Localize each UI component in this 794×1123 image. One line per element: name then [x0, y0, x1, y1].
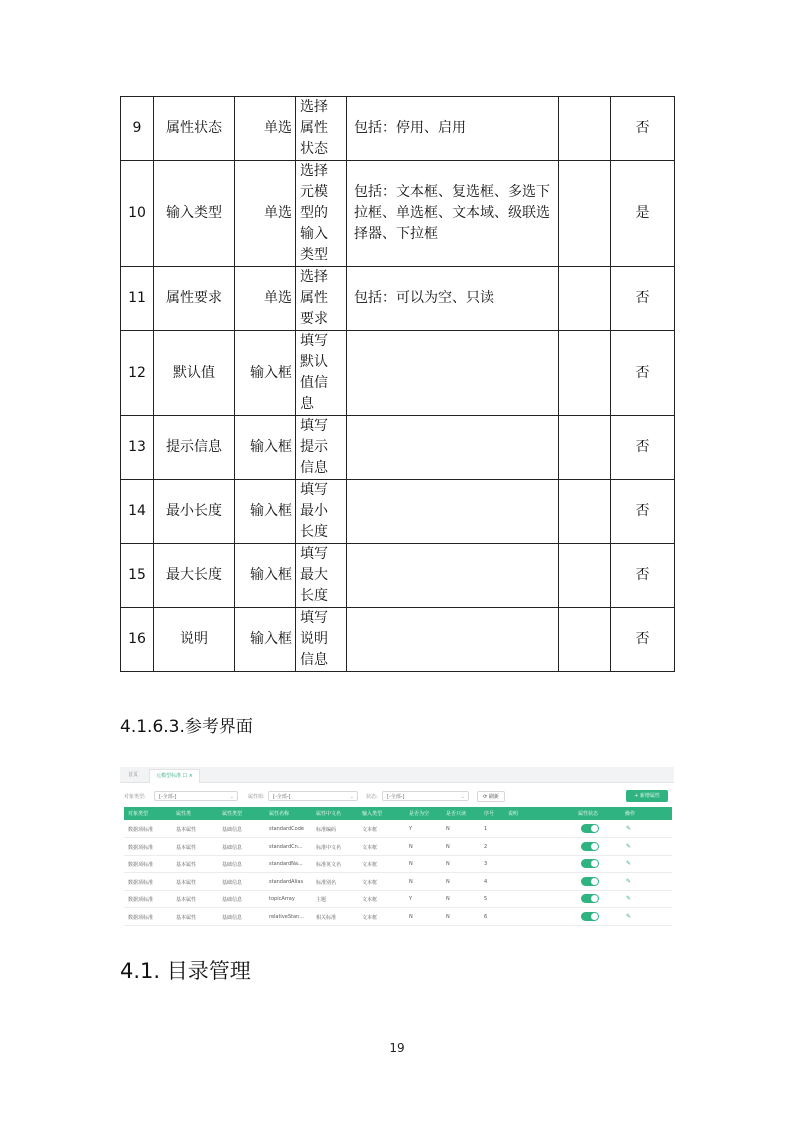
row-number: 11	[121, 267, 154, 331]
grid-cell: 基本属性	[176, 844, 197, 851]
attribute-name: 最小长度	[154, 480, 235, 544]
description-line: 长度	[300, 588, 328, 604]
chevron-down-icon: ⌄	[229, 794, 234, 800]
description-line: 填写	[300, 418, 328, 434]
required-flag: 是	[611, 161, 675, 267]
options-note	[347, 331, 559, 416]
control-type: 输入框	[235, 608, 296, 672]
edit-icon[interactable]: ✎	[626, 825, 632, 832]
grid-cell: N	[446, 896, 450, 902]
grid-cell: 相关标准	[316, 914, 337, 921]
add-attribute-button[interactable]: + 新增属性	[626, 790, 668, 802]
grid-cell: 标准英文名	[316, 862, 342, 868]
description-line: 息	[300, 396, 314, 412]
options-note: 包括：可以为空、只读	[347, 267, 559, 331]
description-line: 提示	[300, 439, 328, 455]
description-line: 属性	[300, 120, 328, 136]
control-type: 输入框	[235, 331, 296, 416]
grid-cell: 基本属性	[176, 862, 197, 868]
attr-group-label: 属性组:	[248, 794, 265, 800]
grid-cell: 3	[484, 861, 488, 867]
grid-cell: 标准别名	[316, 879, 337, 886]
description-line: 要求	[300, 311, 328, 327]
grid-cell: 1	[484, 826, 488, 832]
extra-cell	[559, 97, 611, 161]
grid-cell: standardNa...	[269, 861, 303, 867]
status-toggle[interactable]	[581, 824, 599, 833]
edit-icon[interactable]: ✎	[626, 895, 632, 902]
grid-cell: 基础信息	[222, 897, 243, 903]
grid-cell: 文本框	[362, 844, 378, 851]
grid-cell: 文本框	[362, 827, 378, 833]
grid-cell: N	[446, 826, 450, 832]
grid-column-header[interactable]: 序号	[484, 811, 495, 817]
grid-column-header[interactable]: 是否为空	[409, 811, 430, 817]
grid-cell: 文本框	[362, 897, 378, 903]
grid-column-header[interactable]: 属性状态	[578, 811, 599, 817]
description-line: 默认	[300, 354, 328, 370]
attribute-description	[296, 480, 347, 544]
grid-cell: 基本属性	[176, 827, 197, 833]
status-toggle[interactable]	[581, 842, 599, 851]
grid-cell: 数据项标准	[128, 897, 154, 903]
row-number: 12	[121, 331, 154, 416]
tab-metamodel-standard[interactable]: 元模型标准 ☐ ×	[149, 769, 200, 783]
grid-cell: 文本框	[362, 879, 378, 886]
attribute-description	[296, 97, 347, 161]
status-label: 状态:	[366, 794, 378, 800]
attribute-name: 属性要求	[154, 267, 235, 331]
options-note	[347, 480, 559, 544]
object-type-label: 对象类型:	[124, 794, 146, 800]
required-flag: 否	[611, 267, 675, 331]
status-toggle[interactable]	[581, 877, 599, 886]
edit-icon[interactable]: ✎	[626, 877, 632, 885]
control-type: 单选	[235, 97, 296, 161]
status-toggle[interactable]	[581, 859, 599, 868]
spec-row	[121, 480, 675, 544]
grid-cell: 基础信息	[222, 844, 243, 851]
control-type: 单选	[235, 267, 296, 331]
control-type: 输入框	[235, 416, 296, 480]
filter-bar	[120, 790, 674, 804]
chevron-down-icon: ⌄	[460, 794, 465, 800]
grid-cell: Y	[409, 826, 413, 832]
grid-cell: 基础信息	[222, 879, 243, 886]
grid-cell: 数据项标准	[128, 862, 154, 868]
object-type-select[interactable]: [-全部-] ⌄	[154, 791, 238, 801]
grid-cell: standardCn...	[269, 843, 303, 850]
grid-column-header[interactable]: 输入类型	[362, 811, 383, 817]
extra-cell	[559, 608, 611, 672]
grid-cell: 文本框	[362, 862, 378, 868]
tab-bar	[120, 767, 674, 783]
extra-cell	[559, 416, 611, 480]
grid-cell: 数据项标准	[128, 827, 154, 833]
grid-column-header[interactable]: 是否只读	[446, 811, 467, 817]
attribute-description	[296, 544, 347, 608]
description-line: 选择	[300, 269, 328, 285]
row-number: 13	[121, 416, 154, 480]
attribute-name: 输入类型	[154, 161, 235, 267]
grid-cell: N	[409, 843, 413, 850]
extra-cell	[559, 331, 611, 416]
row-number: 9	[121, 97, 154, 161]
grid-row[interactable]	[124, 873, 672, 891]
description-line: 类型	[300, 247, 328, 263]
grid-row[interactable]	[124, 820, 672, 838]
spec-row	[121, 416, 675, 480]
grid-cell: N	[446, 913, 450, 920]
grid-cell: 基础信息	[222, 914, 243, 921]
required-flag: 否	[611, 331, 675, 416]
description-line: 值信	[300, 375, 328, 391]
page-number: 19	[389, 1041, 405, 1055]
grid-row[interactable]	[124, 838, 672, 856]
options-note: 包括：文本框、复选框、多选下拉框、单选框、文本域、级联选择器、下拉框	[347, 161, 559, 267]
edit-icon[interactable]: ✎	[626, 912, 632, 920]
attribute-description	[296, 416, 347, 480]
grid-cell: 标准中文名	[316, 844, 342, 851]
description-line: 信息	[300, 652, 328, 668]
options-note	[347, 416, 559, 480]
grid-column-header[interactable]: 对象类型	[128, 811, 149, 817]
spec-row	[121, 608, 675, 672]
grid-cell: 数据项标准	[128, 914, 154, 921]
extra-cell	[559, 480, 611, 544]
grid-cell: Y	[409, 896, 413, 902]
row-number: 10	[121, 161, 154, 267]
row-number: 14	[121, 480, 154, 544]
status-select[interactable]: [-全部-] ⌄	[382, 791, 469, 801]
required-flag: 否	[611, 97, 675, 161]
control-type: 单选	[235, 161, 296, 267]
attribute-name: 提示信息	[154, 416, 235, 480]
row-number: 15	[121, 544, 154, 608]
reference-ui-screenshot	[120, 767, 674, 926]
status-toggle[interactable]	[581, 912, 599, 921]
grid-cell: 基础信息	[222, 827, 243, 833]
description-line: 选择	[300, 99, 328, 115]
spec-row	[121, 267, 675, 331]
extra-cell	[559, 161, 611, 267]
tab-home[interactable]: 首页	[128, 772, 139, 778]
description-line: 填写	[300, 482, 328, 498]
grid-cell: N	[409, 913, 413, 920]
required-flag: 否	[611, 608, 675, 672]
chapter-heading: 4.1. 目录管理	[120, 959, 251, 983]
grid-cell: 数据项标准	[128, 844, 154, 851]
description-line: 填写	[300, 333, 328, 349]
edit-icon[interactable]: ✎	[626, 842, 632, 850]
grid-cell: N	[446, 843, 450, 850]
grid-column-header[interactable]: 操作	[625, 811, 636, 817]
grid-cell: 数据项标准	[128, 879, 154, 886]
attribute-name: 默认值	[154, 331, 235, 416]
grid-cell: N	[446, 861, 450, 867]
grid-cell: 6	[484, 913, 488, 920]
description-line: 状态	[300, 141, 328, 157]
grid-cell: standardAlias	[269, 878, 304, 885]
grid-row[interactable]	[124, 890, 672, 908]
spec-row	[121, 161, 675, 267]
attr-group-select[interactable]: [-全部-] ⌄	[268, 791, 358, 801]
refresh-icon: ⟳	[483, 794, 488, 800]
grid-cell: N	[409, 878, 413, 885]
required-flag: 否	[611, 544, 675, 608]
grid-column-header[interactable]: 属性中文名	[316, 811, 342, 817]
grid-row[interactable]	[124, 908, 672, 926]
status-toggle[interactable]	[581, 894, 599, 903]
description-line: 填写	[300, 546, 328, 562]
options-note: 包括：停用、启用	[347, 97, 559, 161]
grid-column-header[interactable]: 属性类	[176, 811, 192, 817]
grid-column-header[interactable]: 说明	[508, 811, 519, 817]
spec-row	[121, 97, 675, 161]
attribute-name: 说明	[154, 608, 235, 672]
grid-cell: 文本框	[362, 914, 378, 921]
attribute-name: 属性状态	[154, 97, 235, 161]
description-line: 最小	[300, 503, 328, 519]
edit-icon[interactable]: ✎	[626, 860, 632, 867]
required-flag: 否	[611, 416, 675, 480]
attribute-description	[296, 267, 347, 331]
description-line: 最大	[300, 567, 328, 583]
description-line: 属性	[300, 290, 328, 306]
attribute-description	[296, 331, 347, 416]
attribute-description	[296, 161, 347, 267]
attribute-name: 最大长度	[154, 544, 235, 608]
spec-row	[121, 331, 675, 416]
description-line: 信息	[300, 460, 328, 476]
grid-cell: N	[409, 861, 413, 867]
grid-cell: topicArray	[269, 896, 295, 902]
description-line: 型的	[300, 205, 328, 221]
row-number: 16	[121, 608, 154, 672]
grid-row[interactable]	[124, 855, 672, 873]
chevron-down-icon: ⌄	[349, 794, 354, 800]
description-line: 元模	[300, 184, 328, 200]
grid-cell: 基本属性	[176, 879, 197, 886]
options-note	[347, 608, 559, 672]
grid-column-header[interactable]: 属性名称	[269, 811, 290, 817]
description-line: 长度	[300, 524, 328, 540]
grid-cell: relativeStan...	[269, 913, 304, 920]
attribute-description	[296, 608, 347, 672]
required-flag: 否	[611, 480, 675, 544]
attribute-spec-table	[120, 96, 675, 672]
spec-row	[121, 544, 675, 608]
grid-cell: 2	[484, 843, 488, 850]
grid-cell: standardCode	[269, 826, 304, 832]
description-line: 输入	[300, 226, 328, 242]
grid-header	[124, 807, 672, 820]
grid-cell: 5	[484, 896, 488, 902]
grid-cell: 标准编码	[316, 827, 337, 833]
grid-cell: 基础信息	[222, 862, 243, 868]
description-line: 说明	[300, 631, 328, 647]
grid-cell: 基本属性	[176, 914, 197, 921]
control-type: 输入框	[235, 544, 296, 608]
options-note	[347, 544, 559, 608]
refresh-button[interactable]: ⟳ 刷新	[477, 791, 505, 802]
section-heading: 4.1.6.3.参考界面	[120, 717, 253, 737]
grid-cell: 主题	[316, 897, 327, 903]
description-line: 选择	[300, 163, 328, 179]
description-line: 填写	[300, 610, 328, 626]
grid-column-header[interactable]: 属性类型	[222, 811, 243, 817]
extra-cell	[559, 267, 611, 331]
extra-cell	[559, 544, 611, 608]
grid-cell: 基本属性	[176, 897, 197, 903]
grid-cell: N	[446, 878, 450, 885]
control-type: 输入框	[235, 480, 296, 544]
grid-cell: 4	[484, 878, 488, 885]
